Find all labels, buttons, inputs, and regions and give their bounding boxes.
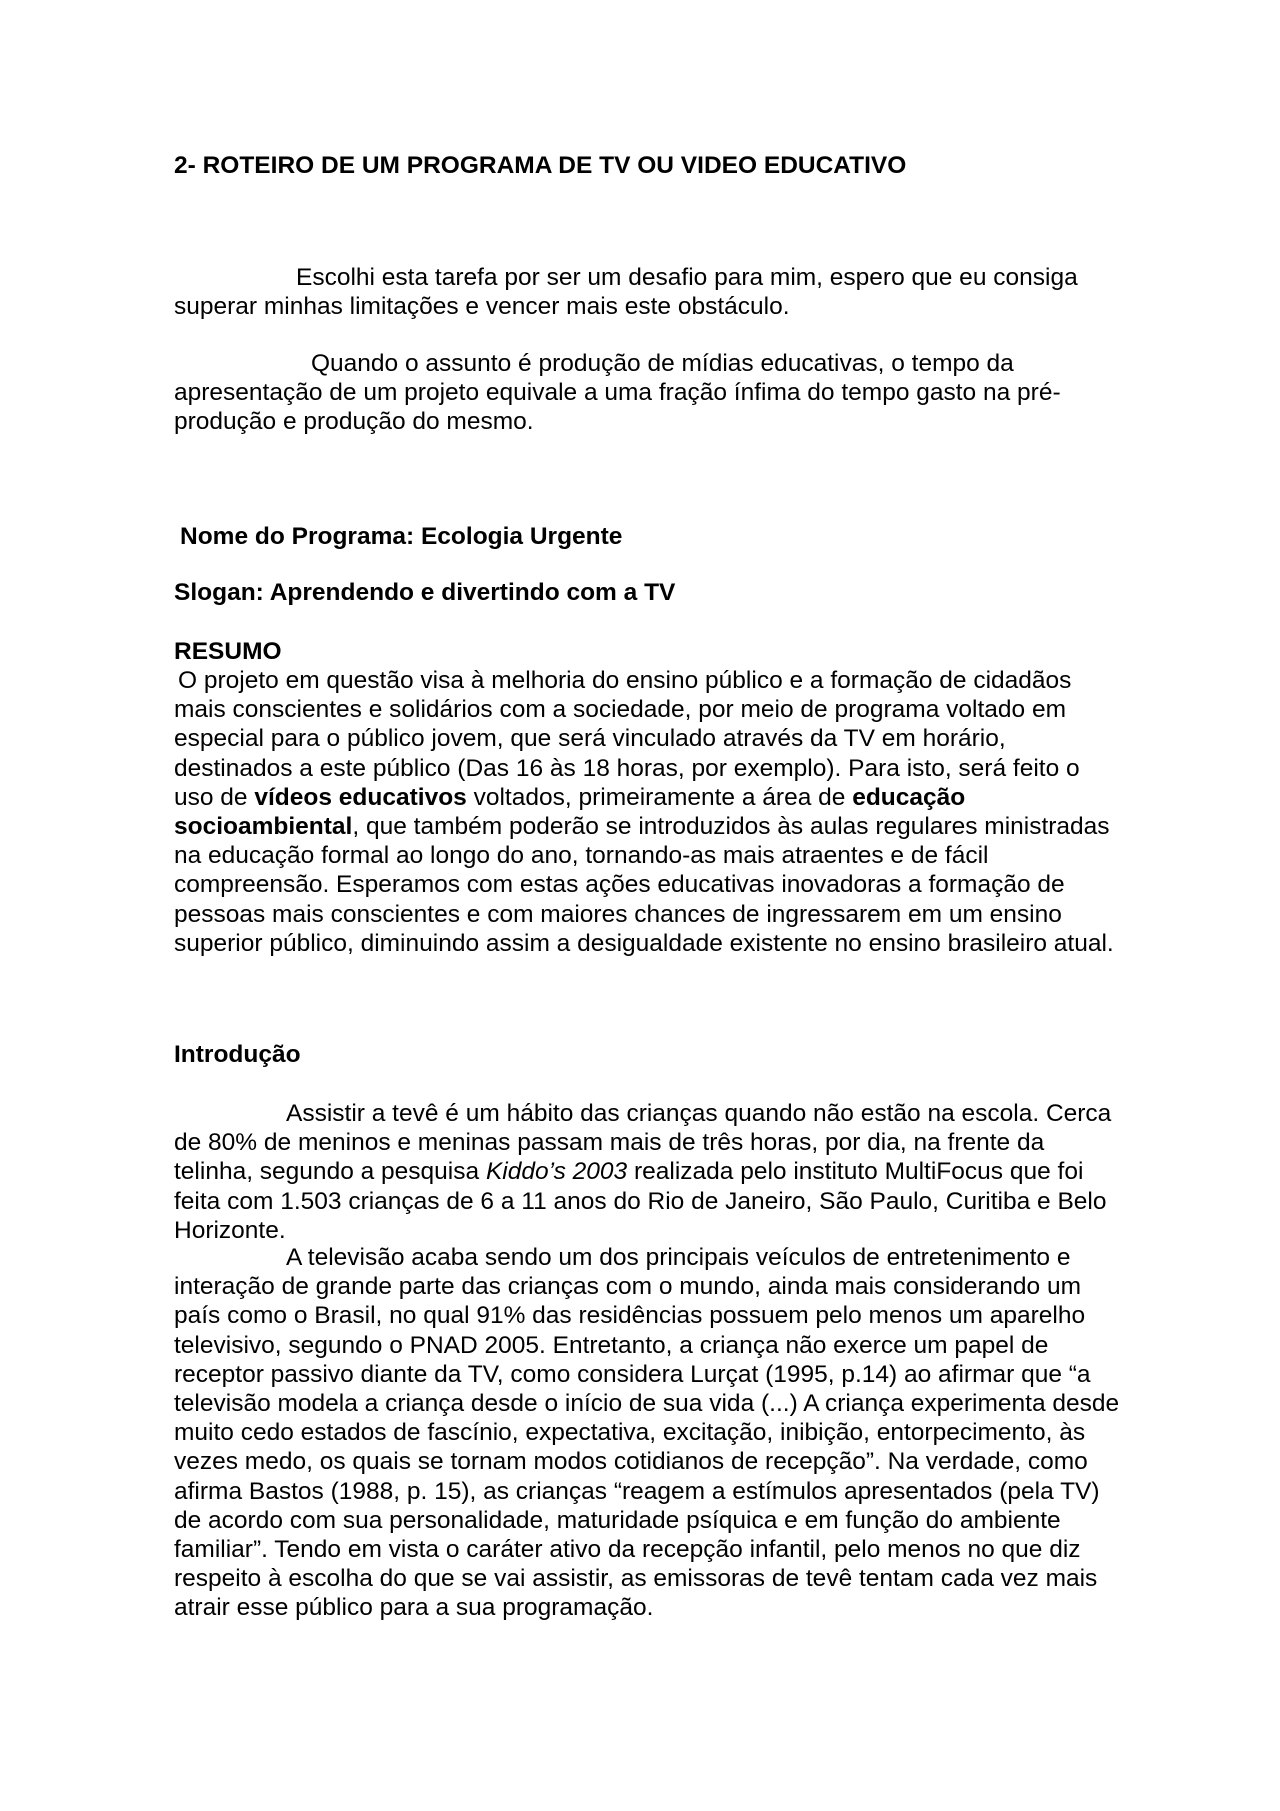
resumo-bold-educacao-socioambiental: educação socioambiental [174, 783, 966, 841]
introducao-p1-text-2: realizada pelo instituto MultiFocus que foi feita com 1.503 crianças de 6 a 11 anos do Rio de Janeiro, São Paulo, Curitiba e Belo Horizonte. [174, 1158, 1107, 1244]
introducao-p1-italic-kiddos: Kiddo’s 2003 [485, 1158, 628, 1186]
resumo-paragraph [174, 666, 1124, 958]
resumo-heading: RESUMO [174, 638, 282, 665]
program-name-line: Nome do Programa: Ecologia Urgente [180, 523, 623, 550]
resumo-text-2: voltados, primeiramente a área de [466, 783, 853, 811]
introducao-paragraph-1 [174, 1099, 1124, 1245]
intro-paragraph-1: Escolhi esta tarefa por ser um desafio para mim, espero que eu consiga superar minhas limitações e vencer mais este obstáculo. [174, 264, 1078, 321]
introducao-p1-text-1: Assistir a tevê é um hábito das crianças quando não estão na escola. Cerca de 80% de meninos e meninas passam mais de três horas, por dia, na frente da telinha, segundo a pesquisa [174, 1100, 1112, 1186]
intro-paragraph-2: Quando o assunto é produção de mídias educativas, o tempo da apresentação de um projeto equivale a uma fração ínfima do tempo gasto na pré-produção e produção do mesmo. [174, 350, 1061, 436]
document-title: 2- ROTEIRO DE UM PROGRAMA DE TV OU VIDEO EDUCATIVO [174, 152, 907, 179]
resumo-text-3: , que também poderão se introduzidos às aulas regulares ministradas na educação formal ao longo do ano, tornando-as mais atraentes e de fácil compreensão. Esperamos com estas ações educativas inovadoras a formação de pessoas mais conscientes e com maiores chances de ingressarem em um ensino superior público, diminuindo assim a desigualdade existente no ensino brasileiro atual. [174, 813, 1114, 957]
resumo-text-1: O projeto em questão visa à melhoria do ensino público e a formação de cidadãos mais conscientes e solidários com a sociedade, por meio de programa voltado em especial para o público jovem, que será vinculado através da TV em horário, destinados a este público (Das 16 às 18 horas, por exemplo). Para isto, será feito o uso de [174, 667, 1080, 811]
resumo-bold-videos-educativos: vídeos educativos [254, 783, 467, 811]
introducao-paragraph-2: A televisão acaba sendo um dos principais veículos de entretenimento e interação de grande parte das crianças com o mundo, ainda mais considerando um país como o Brasil, no qual 91% das residências possuem pelo menos um aparelho televisivo, segundo o PNAD 2005. Entretanto, a criança não exerce um papel de receptor passivo diante da TV, como considera Lurçat (1995, p.14) ao afirmar que “a televisão modela a criança desde o início de sua vida (...) A criança experimenta desde muito cedo estados de fascínio, expectativa, excitação, inibição, entorpecimento, às vezes medo, os quais se tornam modos cotidianos de recepção”. Na verdade, como afirma Bastos (1988, p. 15), as crianças “reagem a estímulos apresentados (pela TV) de acordo com sua personalidade, maturidade psíquica e em função do ambiente familiar”. Tendo em vista o caráter ativo da recepção infantil, pelo menos no que diz respeito à escolha do que se vai assistir, as emissoras de tevê tentam cada vez mais atrair esse público para a sua programação. [174, 1244, 1120, 1622]
slogan-line: Slogan: Aprendendo e divertindo com a TV [174, 579, 676, 606]
introducao-heading: Introdução [174, 1041, 301, 1068]
